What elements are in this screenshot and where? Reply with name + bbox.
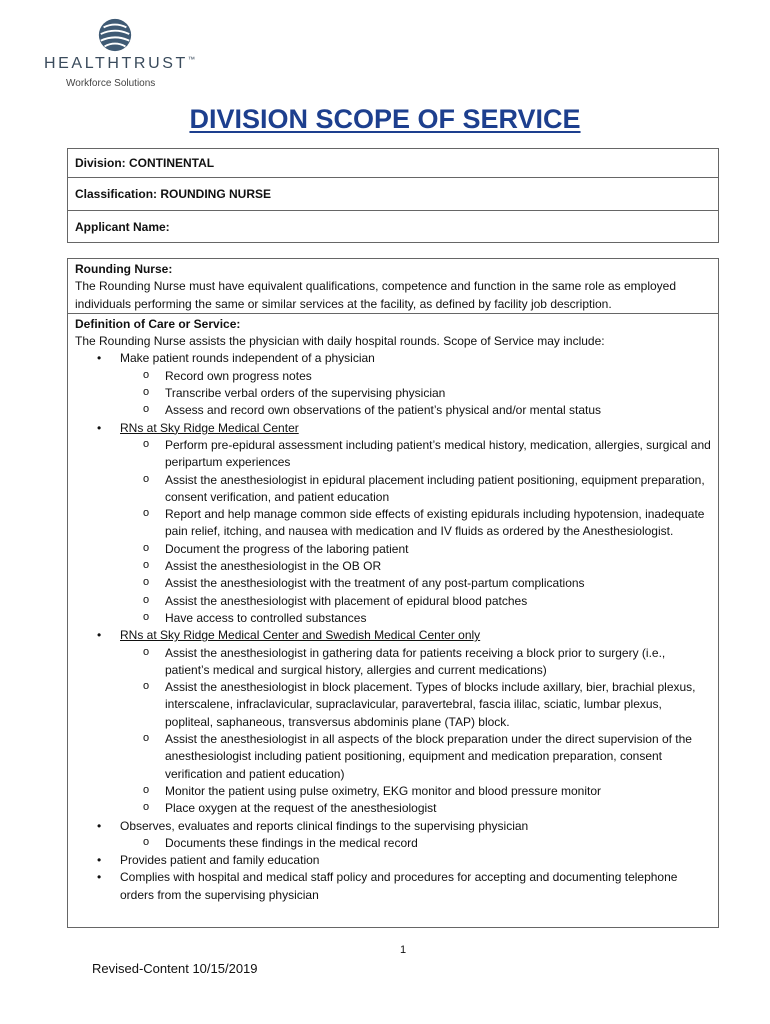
list-item-label: RNs at Sky Ridge Medical Center and Swedish Medical Center only xyxy=(120,628,481,643)
list-item xyxy=(75,420,711,628)
logo-subtitle: Workforce Solutions xyxy=(66,78,156,89)
sub-list-item: o Assist the anesthesiologist in gathering data for patients receiving a block prior to surgery (i.e., patient’s medical and surgical history, allergies and current medications) xyxy=(75,645,711,680)
globe-logo-icon xyxy=(96,16,134,54)
definition-section xyxy=(68,314,718,904)
logo-name: HEALTHTRUST™ xyxy=(44,55,198,72)
sub-list-item: o Perform pre-epidural assessment including patient’s medical history, medication, allergies, surgical and peripartum experiences xyxy=(75,437,711,472)
list-item-label: Complies with hospital and medical staff policy and procedures for accepting and documenting telephone orders from the supervising physician xyxy=(120,870,678,902)
page-number: 1 xyxy=(400,944,407,956)
sub-list-item: o Assist the anesthesiologist with the treatment of any post-partum complications xyxy=(75,575,711,592)
classification-row: Classification: ROUNDING NURSE xyxy=(68,178,718,211)
rounding-nurse-heading: Rounding Nurse: xyxy=(75,262,173,276)
list-item xyxy=(75,627,711,817)
sub-list-item: o Report and help manage common side effects of existing epidurals including hypotension, inadequate pain relief, itching, and nausea with medication and IV fluids as ordered by the Anesthesiologist. xyxy=(75,506,711,541)
sub-list-item: o Monitor the patient using pulse oximetry, EKG monitor and blood pressure monitor xyxy=(75,783,711,800)
list-item xyxy=(75,869,711,904)
sub-list-item: o Transcribe verbal orders of the supervising physician xyxy=(75,385,711,402)
page-title: DIVISION SCOPE OF SERVICE xyxy=(189,104,581,134)
definition-heading: Definition of Care or Service: xyxy=(75,316,241,331)
sub-list-item: o Assess and record own observations of the patient’s physical and/or mental status xyxy=(75,402,711,419)
sub-list-item: o Assist the anesthesiologist with placement of epidural blood patches xyxy=(75,593,711,610)
list-item-label: Make patient rounds independent of a physician xyxy=(120,351,375,366)
company-logo xyxy=(44,16,204,96)
sub-list-item: o Assist the anesthesiologist in block placement. Types of blocks include axillary, bier, brachial plexus, interscalene, infraclavicular, supraclavicular, paravertebral, fascia ililac, sciatic, lumbar plexus, popliteal, saphaneous, transversus abdominis plane (TAP) block. xyxy=(75,679,711,731)
rounding-nurse-section xyxy=(68,259,718,314)
list-item-label: Observes, evaluates and reports clinical findings to the supervising physician xyxy=(120,818,529,833)
scope-table xyxy=(67,258,719,928)
scope-list xyxy=(75,350,711,904)
division-row: Division: CONTINENTAL xyxy=(68,149,718,178)
sub-list-item: o Assist the anesthesiologist in the OB OR xyxy=(75,558,711,575)
list-item xyxy=(75,852,711,869)
list-item-label: RNs at Sky Ridge Medical Center xyxy=(120,420,299,435)
info-table xyxy=(67,148,719,243)
applicant-name-row: Applicant Name: xyxy=(75,219,170,234)
rounding-nurse-text: The Rounding Nurse must have equivalent qualifications, competence and function in the same role as employed individuals performing the same or similar services at the facility, as defined by facility job description. xyxy=(75,279,677,311)
list-item-label: Provides patient and family education xyxy=(120,853,320,868)
list-item xyxy=(75,818,711,853)
sub-list-item: o Assist the anesthesiologist in epidural placement including patient positioning, equipment preparation, consent verification, and patient education xyxy=(75,472,711,507)
revised-date: Revised-Content 10/15/2019 xyxy=(92,961,258,976)
sub-list-item: o Documents these findings in the medical record xyxy=(75,835,711,852)
sub-list-item: o Document the progress of the laboring patient xyxy=(75,541,711,558)
sub-list-item: o Assist the anesthesiologist in all aspects of the block preparation under the direct supervision of the anesthesiologist including patient positioning, equipment and medication preparation, consent verification and patient education) xyxy=(75,731,711,783)
sub-list-item: o Have access to controlled substances xyxy=(75,610,711,627)
sub-list-item: o Record own progress notes xyxy=(75,368,711,385)
sub-list-item: o Place oxygen at the request of the anesthesiologist xyxy=(75,800,711,817)
list-item xyxy=(75,350,711,419)
definition-intro: The Rounding Nurse assists the physician with daily hospital rounds. Scope of Service may include: xyxy=(75,334,605,349)
